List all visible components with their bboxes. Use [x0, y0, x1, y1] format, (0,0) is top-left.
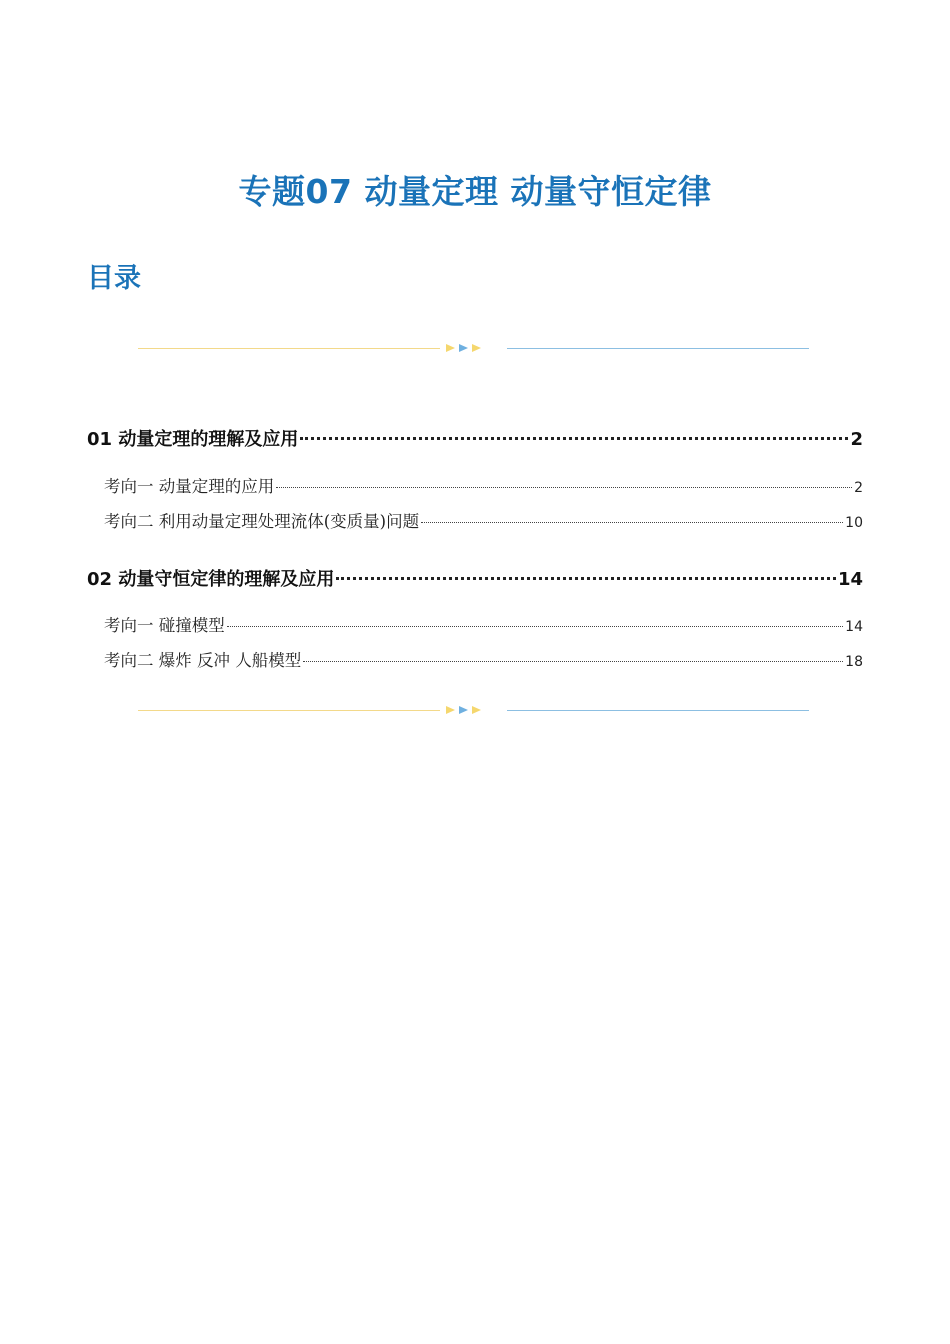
toc-section-1[interactable]	[87, 425, 863, 451]
toc-page-number: 14	[837, 569, 863, 590]
toc-section-label: 01 动量定理的理解及应用	[87, 429, 299, 450]
toc-item-label: 考向二 利用动量定理处理流体(变质量)问题	[104, 512, 420, 531]
divider-line-left	[138, 348, 440, 349]
divider-top	[0, 341, 950, 355]
toc-page-number: 18	[845, 654, 863, 670]
toc-page-number: 14	[845, 619, 863, 635]
divider-line-right	[507, 710, 809, 711]
toc-section-2[interactable]	[87, 565, 863, 591]
dot-leader	[276, 487, 852, 488]
dot-leader	[303, 661, 843, 662]
dot-leader	[421, 522, 843, 523]
toc-heading: 目录	[87, 263, 141, 294]
dot-leader	[336, 577, 836, 580]
toc-item-1-1[interactable]	[104, 473, 863, 497]
arrows-icon	[446, 705, 486, 715]
toc-item-label: 考向一 碰撞模型	[104, 616, 225, 635]
toc-page-number: 10	[845, 515, 863, 531]
dot-leader	[227, 626, 843, 627]
toc-item-2-1[interactable]	[104, 612, 863, 636]
toc-page-number: 2	[850, 429, 863, 450]
toc-page-number: 2	[854, 480, 863, 496]
divider-line-right	[507, 348, 809, 349]
dot-leader	[300, 437, 848, 440]
toc-item-2-2[interactable]	[104, 647, 863, 671]
document-title: 专题07 动量定理 动量守恒定律	[238, 172, 712, 211]
arrows-icon	[446, 343, 486, 353]
toc-section-label: 02 动量守恒定律的理解及应用	[87, 569, 335, 590]
divider-bottom	[0, 703, 950, 717]
divider-line-left	[138, 710, 440, 711]
toc-item-label: 考向一 动量定理的应用	[104, 477, 275, 496]
toc-item-label: 考向二 爆炸 反冲 人船模型	[104, 651, 302, 670]
toc-item-1-2[interactable]	[104, 508, 863, 532]
